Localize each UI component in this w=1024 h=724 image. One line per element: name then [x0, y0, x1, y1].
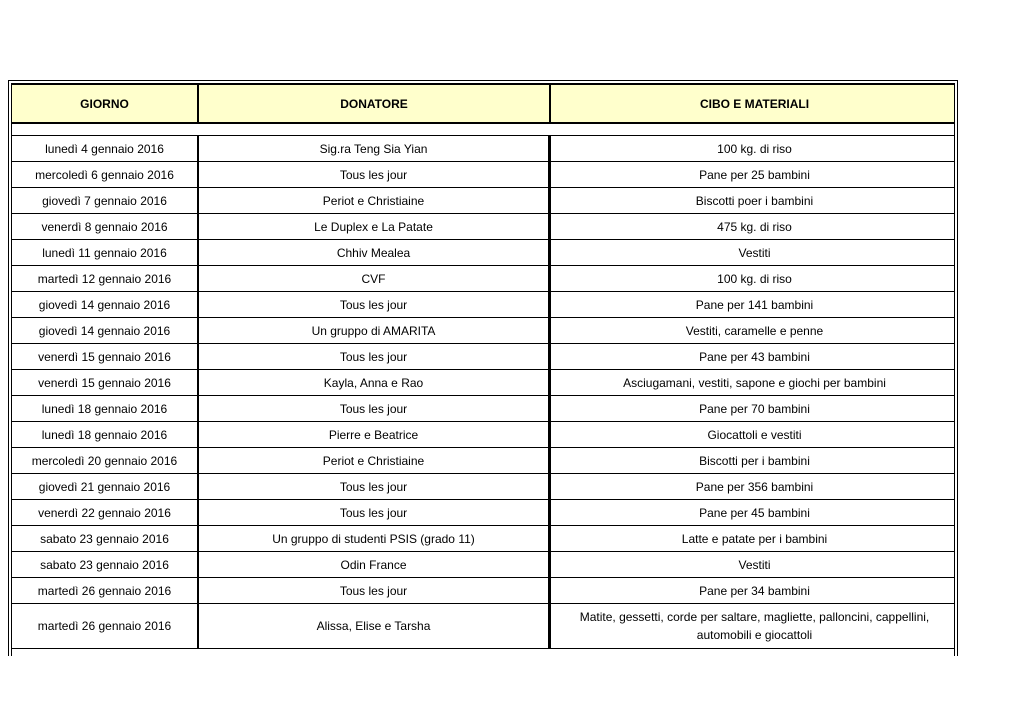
spacer-cell	[12, 124, 955, 136]
day-cell: giovedì 14 gennaio 2016	[12, 318, 198, 344]
goods-cell: Pane per 356 bambini	[550, 474, 955, 500]
goods-cell: Vestiti	[550, 240, 955, 266]
table-row	[12, 396, 955, 422]
donor-cell: Un gruppo di AMARITA	[198, 318, 550, 344]
day-cell: venerdì 15 gennaio 2016	[12, 370, 198, 396]
table-row	[12, 422, 955, 448]
donor-cell: Kayla, Anna e Rao	[198, 370, 550, 396]
donor-cell: CVF	[198, 266, 550, 292]
day-cell: lunedì 18 gennaio 2016	[12, 396, 198, 422]
table-row	[12, 188, 955, 214]
donor-cell: Chhiv Mealea	[198, 240, 550, 266]
day-cell: sabato 23 gennaio 2016	[12, 552, 198, 578]
day-cell: venerdì 15 gennaio 2016	[12, 344, 198, 370]
donor-cell: Un gruppo di studenti PSIS (grado 11)	[198, 526, 550, 552]
goods-cell: 475 kg. di riso	[550, 214, 955, 240]
donor-cell: Alissa, Elise e Tarsha	[198, 604, 550, 649]
donor-cell: Odin France	[198, 552, 550, 578]
day-cell: sabato 23 gennaio 2016	[12, 526, 198, 552]
day-cell: martedì 12 gennaio 2016	[12, 266, 198, 292]
day-cell: martedì 26 gennaio 2016	[12, 578, 198, 604]
donor-cell: Pierre e Beatrice	[198, 422, 550, 448]
table-row	[12, 500, 955, 526]
donor-cell: Tous les jour	[198, 500, 550, 526]
header-goods: CIBO E MATERIALI	[550, 84, 955, 124]
table-row	[12, 344, 955, 370]
day-cell: mercoledì 20 gennaio 2016	[12, 448, 198, 474]
day-cell: lunedì 4 gennaio 2016	[12, 136, 198, 162]
header-donor: DONATORE	[198, 84, 550, 124]
donor-cell: Tous les jour	[198, 344, 550, 370]
goods-cell: 100 kg. di riso	[550, 266, 955, 292]
donor-cell: Sig.ra Teng Sia Yian	[198, 136, 550, 162]
day-cell: giovedì 14 gennaio 2016	[12, 292, 198, 318]
day-cell: giovedì 21 gennaio 2016	[12, 474, 198, 500]
donor-cell: Periot e Christiaine	[198, 448, 550, 474]
donor-cell: Tous les jour	[198, 396, 550, 422]
goods-cell: Matite, gessetti, corde per saltare, magliette, palloncini, cappellini, automobili e giocattoli	[550, 604, 955, 649]
goods-cell: Biscotti poer i bambini	[550, 188, 955, 214]
table-row	[12, 318, 955, 344]
goods-cell: Pane per 34 bambini	[550, 578, 955, 604]
table-row	[12, 240, 955, 266]
table-row	[12, 448, 955, 474]
donor-cell: Periot e Christiaine	[198, 188, 550, 214]
goods-cell: Pane per 25 bambini	[550, 162, 955, 188]
donor-cell: Le Duplex e La Patate	[198, 214, 550, 240]
table-row	[12, 604, 955, 649]
header-day: GIORNO	[12, 84, 198, 124]
goods-cell: Pane per 43 bambini	[550, 344, 955, 370]
table-row	[12, 474, 955, 500]
goods-cell: Latte e patate per i bambini	[550, 526, 955, 552]
day-cell: lunedì 11 gennaio 2016	[12, 240, 198, 266]
table-row	[12, 136, 955, 162]
day-cell: martedì 26 gennaio 2016	[12, 604, 198, 649]
donor-cell: Tous les jour	[198, 474, 550, 500]
goods-cell: Pane per 141 bambini	[550, 292, 955, 318]
day-cell: venerdì 8 gennaio 2016	[12, 214, 198, 240]
table-row	[12, 214, 955, 240]
goods-cell: Pane per 70 bambini	[550, 396, 955, 422]
table-row	[12, 552, 955, 578]
table-row	[12, 266, 955, 292]
day-cell: giovedì 7 gennaio 2016	[12, 188, 198, 214]
sheet-frame	[11, 83, 955, 656]
donor-cell: Tous les jour	[198, 292, 550, 318]
goods-cell: 100 kg. di riso	[550, 136, 955, 162]
day-cell: mercoledì 6 gennaio 2016	[12, 162, 198, 188]
table-row	[12, 292, 955, 318]
donations-table	[12, 84, 955, 649]
goods-cell: Giocattoli e vestiti	[550, 422, 955, 448]
table-row	[12, 578, 955, 604]
day-cell: venerdì 22 gennaio 2016	[12, 500, 198, 526]
donations-sheet	[8, 80, 958, 656]
donor-cell: Tous les jour	[198, 578, 550, 604]
spacer-row	[12, 124, 955, 136]
goods-cell: Pane per 45 bambini	[550, 500, 955, 526]
goods-cell: Asciugamani, vestiti, sapone e giochi per bambini	[550, 370, 955, 396]
goods-cell: Vestiti	[550, 552, 955, 578]
table-row	[12, 162, 955, 188]
goods-cell: Vestiti, caramelle e penne	[550, 318, 955, 344]
day-cell: lunedì 18 gennaio 2016	[12, 422, 198, 448]
table-row	[12, 526, 955, 552]
donor-cell: Tous les jour	[198, 162, 550, 188]
table-row	[12, 370, 955, 396]
goods-cell: Biscotti per i bambini	[550, 448, 955, 474]
header-row	[12, 84, 955, 124]
